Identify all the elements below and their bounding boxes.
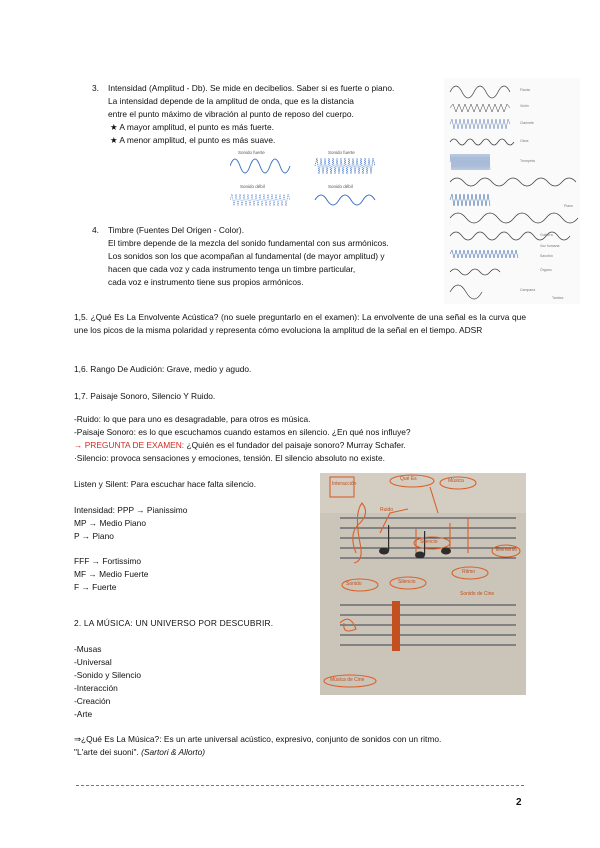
list-sonido-silencio: -Sonido y Silencio xyxy=(74,670,142,680)
star-icon: ★ xyxy=(110,135,118,145)
amplitude-label-4: Sonido débil xyxy=(328,184,353,189)
quote-text: "L'arte dei suoni". xyxy=(74,747,142,757)
section-4-line-5: cada voz e instrumento tiene sus propios armónicos. xyxy=(108,277,304,287)
timbre-label-12: Tambor xyxy=(552,296,564,300)
que-es-la-musica: ⇒¿Qué Es La Música?: Es un arte universal acústico, expresivo, conjunto de sonidos con un ritmo. xyxy=(74,734,442,744)
photo-label-11: Ruido xyxy=(380,507,394,513)
photo-label-4: Silencio xyxy=(420,539,438,545)
star-icon: ★ xyxy=(110,122,118,132)
section-4-line-1: Timbre (Fuentes Del Origen - Color). xyxy=(108,225,245,235)
bullet-2 xyxy=(110,134,275,147)
photo-label-3: Sonido xyxy=(346,581,362,587)
exam-text: ¿Quién es el fundador del paisaje sonoro? Murray Schafer. xyxy=(184,440,406,450)
bullet-2-text: A menor amplitud, el punto es más suave. xyxy=(119,135,276,145)
section-4-line-2: El timbre depende de la mezcla del sonido fundamental con sus armónicos. xyxy=(108,238,389,248)
timbre-label-8: Voz humana xyxy=(540,244,560,248)
photo-label-5: Elemento xyxy=(496,547,518,553)
timbre-label-9: Saxofón xyxy=(540,254,553,258)
timbre-label-5: Trompeta xyxy=(520,159,535,163)
listen-silent-line: Listen y Silent: Para escuchar hace falta silencio. xyxy=(74,479,257,489)
section-3-number: 3. xyxy=(92,83,99,93)
timbre-label-2: Violín xyxy=(520,104,529,108)
paragraph-1-7: 1,7. Paisaje Sonoro, Silencio Y Ruido. xyxy=(74,391,216,401)
silencio-line: ·Silencio: provoca sensaciones y emociones, tensión. El silencio absoluto no existe. xyxy=(74,453,385,463)
list-arte: -Arte xyxy=(74,709,93,719)
section-4-number: 4. xyxy=(92,225,99,235)
quote-source: (Sartori & Allorto) xyxy=(141,747,206,757)
footer-divider xyxy=(76,785,524,786)
ruido-line: -Ruido: lo que para uno es desagradable, para otros es música. xyxy=(74,414,311,424)
section-3-line-2: La intensidad depende de la amplitud de onda, que es la distancia xyxy=(108,96,354,106)
intensidad-ppp: Intensidad: PPP → Pianissimo xyxy=(74,505,188,515)
section-3-line-3: entre el punto máximo de vibración al punto de reposo del cuerpo. xyxy=(108,109,354,119)
timbre-label-7: Guitarra xyxy=(540,233,553,237)
section-2-title: 2. LA MÚSICA: UN UNIVERSO POR DESCUBRIR. xyxy=(74,618,274,628)
bullet-1 xyxy=(110,121,274,134)
photo-label-10: Sonido de Cine xyxy=(460,591,495,597)
timbre-label-6: Piano xyxy=(564,204,573,208)
photo-label-7: Música de Cine xyxy=(330,677,365,683)
exam-question xyxy=(74,439,406,452)
amplitude-label-1: Sonido fuerte xyxy=(238,150,265,155)
quote-line xyxy=(74,746,205,759)
intensidad-mf: MF → Medio Fuerte xyxy=(74,569,149,579)
timbre-label-4: Oboe xyxy=(520,139,529,143)
timbre-waveforms-figure xyxy=(444,78,580,304)
intensidad-p: P → Piano xyxy=(74,531,114,541)
photo-label-8: Silencio xyxy=(398,579,416,585)
amplitude-label-2: Sonido fuerte xyxy=(328,150,355,155)
paragraph-1-5: 1,5. ¿Qué Es La Envolvente Acústica? (no suele preguntarlo en el examen): La envolvente de una señal es la curva que une los picos de la misma polaridad y representa cómo evoluciona la amplitud de la señal en el tiempo. ADSR xyxy=(74,312,526,335)
timbre-label-1: Flauta xyxy=(520,88,530,92)
section-3-line-1: Intensidad (Amplitud - Db). Se mide en decibelios. Saber si es fuerte o piano. xyxy=(108,83,395,93)
whiteboard-photo xyxy=(320,473,526,695)
amplitude-waves xyxy=(230,150,390,216)
paisaje-line: -Paisaje Sonoro: es lo que escuchamos cuando estamos en silencio. ¿En qué nos influye? xyxy=(74,427,411,437)
wave-high-freq-low-amp xyxy=(315,195,375,205)
photo-label-6: Ritmo xyxy=(462,569,476,575)
photo-label-2: Música xyxy=(448,478,464,484)
section-4-line-4: hacen que cada voz y cada instrumento tenga un timbre particular, xyxy=(108,264,356,274)
photo-label-9: Interacción xyxy=(332,481,357,487)
timbre-label-11: Campana xyxy=(520,288,536,292)
amplitude-figure xyxy=(230,150,390,216)
page-number: 2 xyxy=(516,797,522,808)
wave-low-freq-low-amp xyxy=(230,194,290,206)
list-interaccion: -Interacción xyxy=(74,683,118,693)
timbre-label-3: Clarinete xyxy=(520,121,535,125)
photo-label-1: Qué Es xyxy=(400,476,417,482)
paragraph-1-6: 1,6. Rango De Audición: Grave, medio y agudo. xyxy=(74,364,252,374)
list-universal: -Universal xyxy=(74,657,112,667)
exam-label: → PREGUNTA DE EXAMEN: xyxy=(74,440,185,450)
intensidad-f: F → Fuerte xyxy=(74,582,117,592)
list-musas: -Musas xyxy=(74,644,102,654)
timbre-label-10: Órgano xyxy=(540,268,552,272)
intensidad-fff: FFF → Fortissimo xyxy=(74,556,141,566)
wave-low-freq-high-amp xyxy=(230,159,290,173)
wave-high-freq-high-amp xyxy=(315,158,375,174)
intensidad-mp: MP → Medio Piano xyxy=(74,518,146,528)
amplitude-label-3: Sonido débil xyxy=(240,184,265,189)
list-creacion: -Creación xyxy=(74,696,111,706)
bullet-1-text: A mayor amplitud, el punto es más fuerte. xyxy=(119,122,274,132)
section-4-line-3: Los sonidos son los que acompañan al fundamental (de mayor amplitud) y xyxy=(108,251,385,261)
timbre-waves xyxy=(444,78,580,304)
